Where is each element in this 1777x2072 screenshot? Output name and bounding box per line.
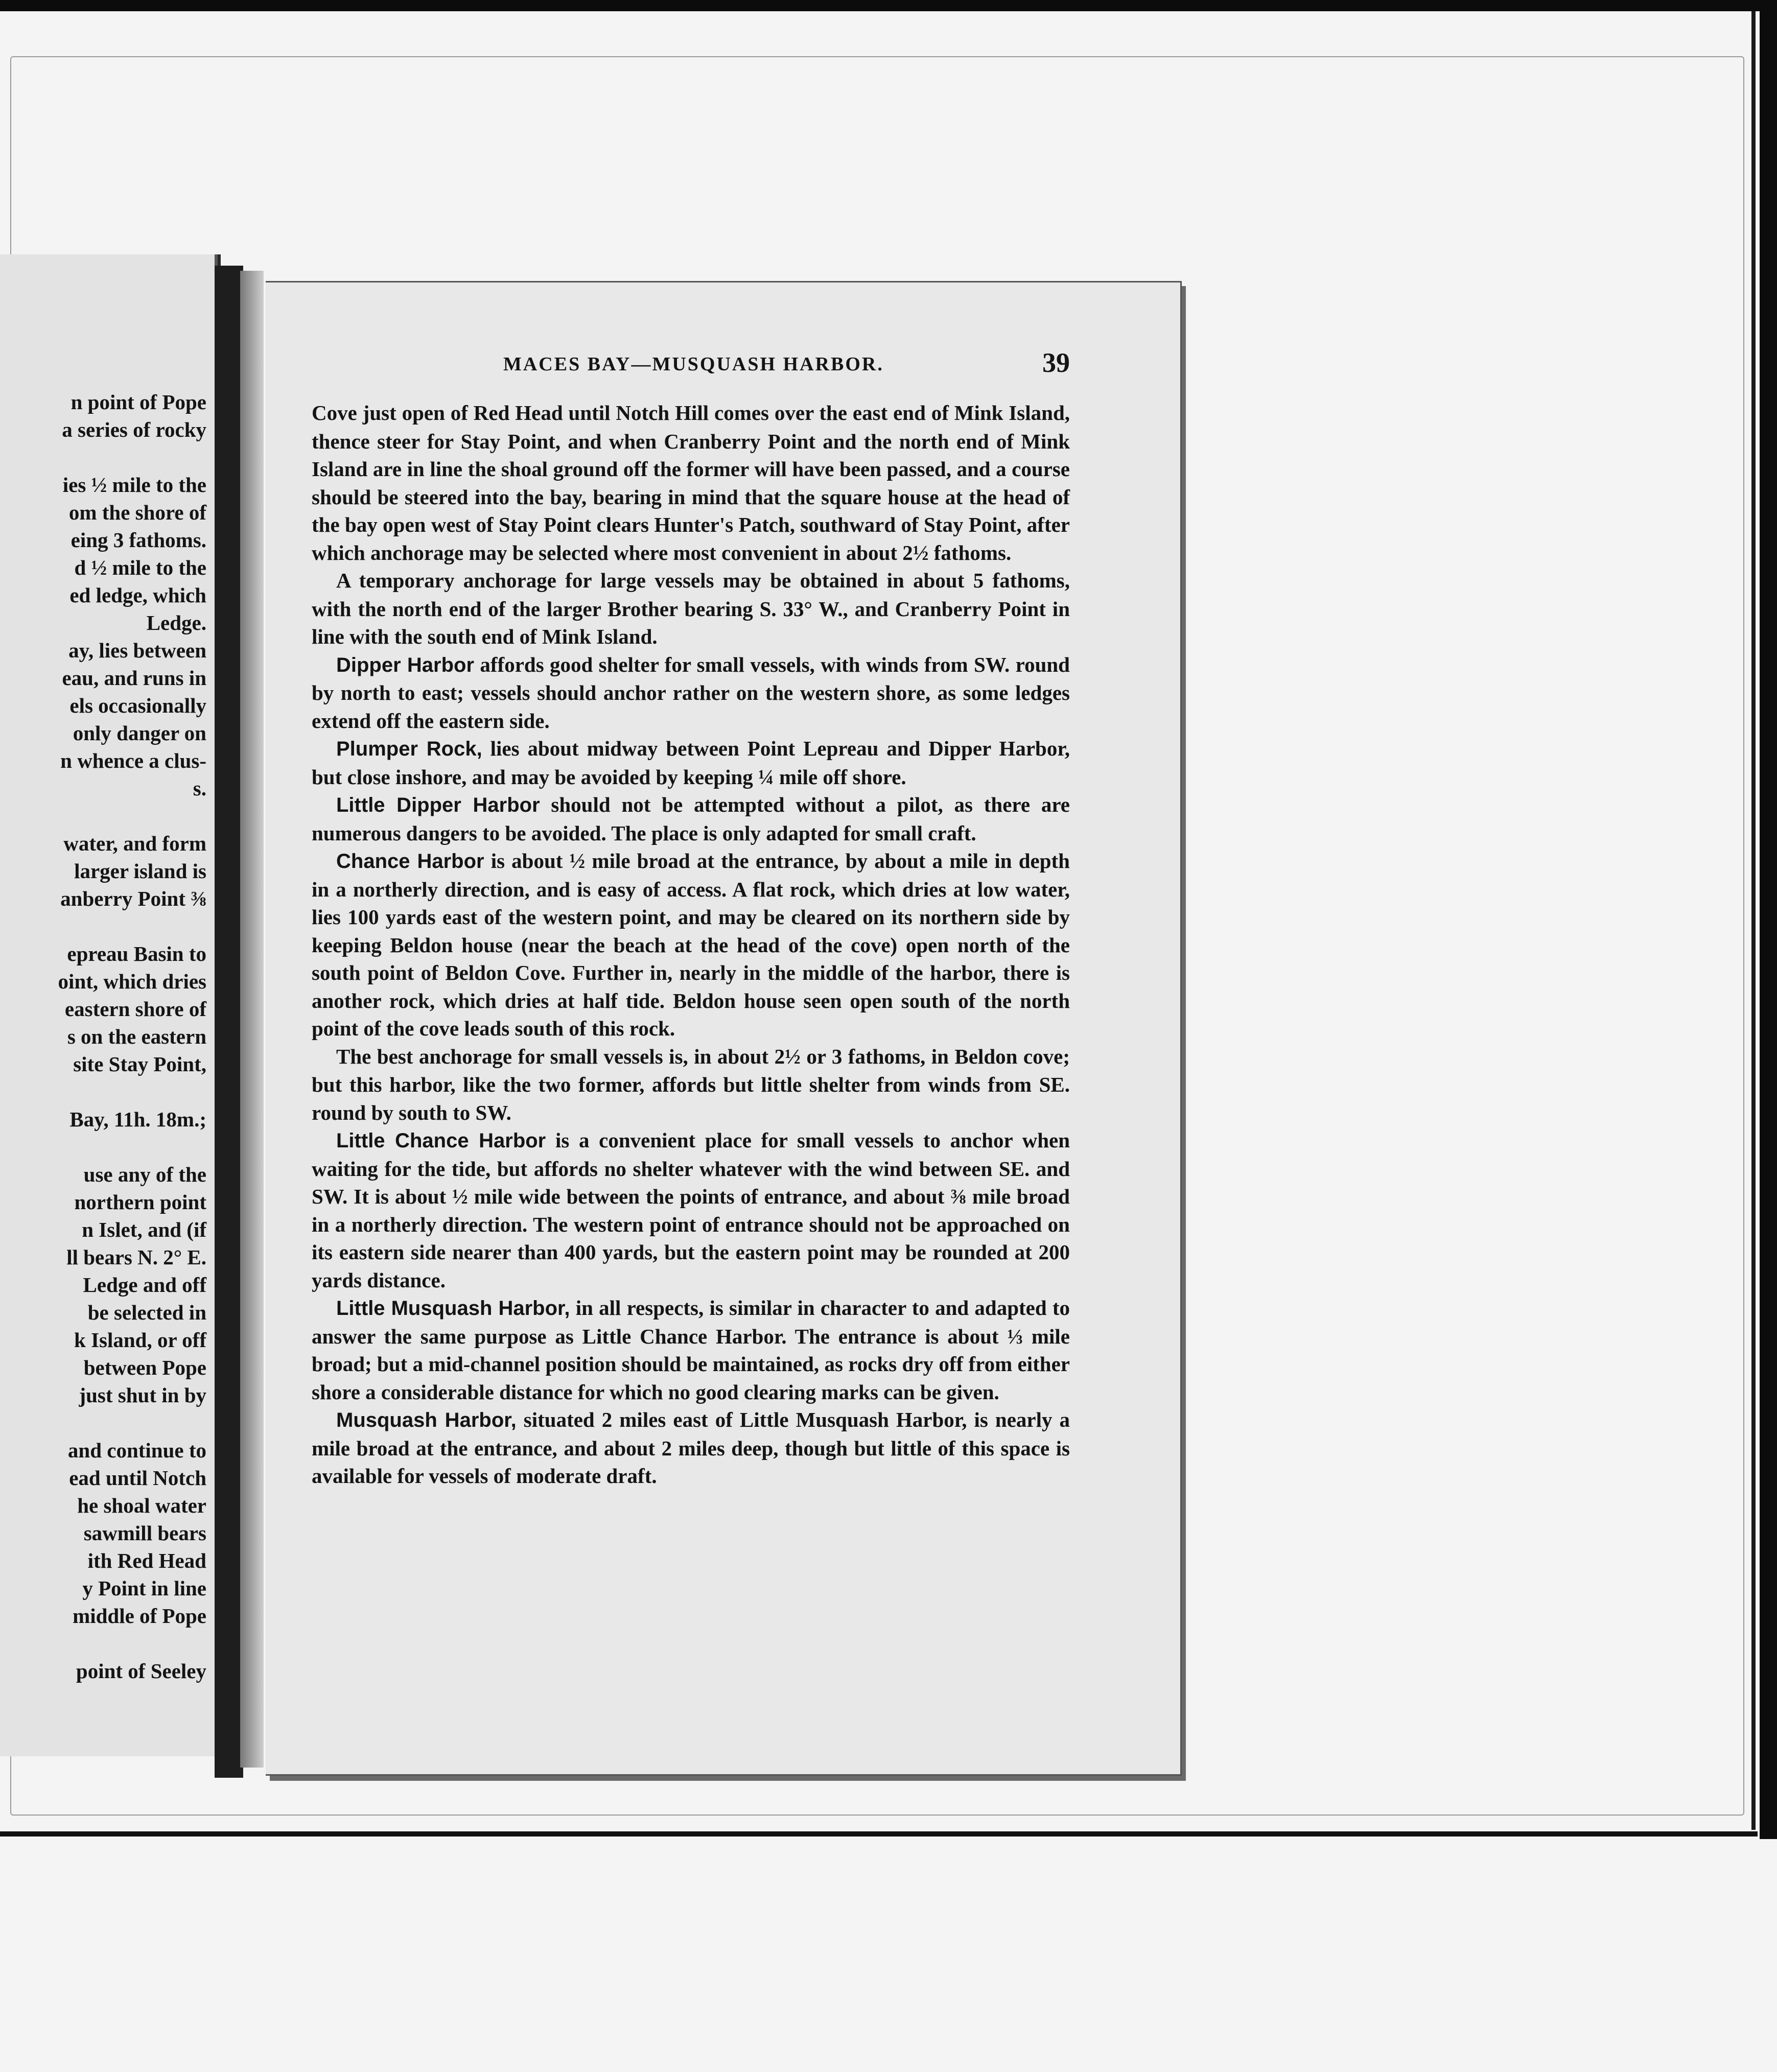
paragraph-text: affords good shelter for small vessels, with winds from SW. round by north to east; vessels should anchor rather on the western shore, as some ledges extend off the eastern side. (312, 652, 1070, 733)
page-header (266, 347, 1180, 384)
paragraph (312, 847, 1070, 1043)
left-page-line: y Point in line (82, 1576, 206, 1600)
paragraph (312, 399, 1070, 567)
paragraph-lead: Little Dipper Harbor (336, 794, 540, 816)
left-page-line: sawmill bears (83, 1521, 206, 1545)
left-page-line: ead until Notch (69, 1466, 206, 1490)
paragraph (312, 735, 1070, 791)
paragraph-text: lies about midway between Point Lepreau and Dipper Harbor, but close inshore, and may be avoided by keeping ¼ mile off shore. (312, 737, 1070, 789)
left-page (0, 254, 218, 1756)
paragraph-text: The best anchorage for small vessels is, in about 2½ or 3 fathoms, in Beldon cove; but this harbor, like the two former, affords but little shelter from winds from SE. round by south to SW. (312, 1044, 1070, 1124)
left-page-line: ay, lies between (68, 639, 206, 662)
left-page-line: ith Red Head (87, 1549, 206, 1572)
left-page-line: d ½ mile to the (74, 556, 206, 579)
left-page-line: epreau Basin to (67, 942, 206, 966)
paragraph-lead: Little Musquash Harbor, (336, 1297, 570, 1320)
paragraph (312, 567, 1070, 651)
left-page-line: eing 3 fathoms. (71, 528, 206, 552)
right-page (266, 281, 1182, 1776)
left-page-line: els occasionally (69, 694, 206, 717)
scan-edge-line (1751, 11, 1756, 1830)
left-page-line: water, and form (63, 832, 206, 855)
left-page-line: s on the eastern (67, 1025, 206, 1048)
left-page-line: use any of the (83, 1163, 206, 1186)
running-head: MACES BAY—MUSQUASH HARBOR. (503, 354, 884, 375)
scan-border-top (0, 0, 1777, 11)
left-page-line: be selected in (87, 1301, 206, 1324)
paragraph (312, 791, 1070, 847)
paragraph (312, 1126, 1070, 1294)
paragraph-text: Cove just open of Red Head until Notch Hill comes over the east end of Mink Island, thence steer for Stay Point, and when Cranberry Point and the north end of Mink Island are in line the shoal ground off the former will have been passed, and a course should be steered into the bay, bearing in mind that the square house at the head of the bay open west of Stay Point clears Hunter's Patch, southward of Stay Point, after which anchorage may be selected where most convenient in about 2½ fathoms. (312, 401, 1070, 564)
page-number: 39 (1042, 347, 1070, 378)
left-page-line: and continue to (67, 1439, 206, 1462)
left-page-line: anberry Point ⅜ (60, 887, 206, 910)
left-page-line: Ledge and off (83, 1273, 206, 1297)
paragraph-text: situated 2 miles east of Little Musquash Harbor, is nearly a mile broad at the entrance, and about 2 miles deep, though but little of this space is available for vessels of moderate draft. (312, 1408, 1070, 1488)
left-page-line: a series of rocky (62, 418, 206, 441)
spine-gutter (240, 271, 264, 1768)
left-page-line: he shoal water (77, 1494, 206, 1517)
left-page-line: n whence a clus- (60, 749, 206, 772)
scan-border-right (1760, 0, 1777, 1839)
left-page-line: k Island, or off (74, 1328, 206, 1352)
left-page-line: Bay, 11h. 18m.; (69, 1108, 206, 1131)
paragraph (312, 651, 1070, 735)
paragraph-text: is about ½ mile broad at the entrance, by about a mile in depth in a northerly direction, and is easy of access. A flat rock, which dries at low water, lies 100 yards east of the western point, and may be cleared on its northern side by keeping Beldon house (near the beach at the head of the cove) open north of the south point of Beldon Cove. Further in, nearly in the middle of the harbor, there is another rock, which dries at half tide. Beldon house seen open south of the north point of the cove leads south of this rock. (312, 849, 1070, 1040)
paragraph-text: is a convenient place for small vessels to anchor when waiting for the tide, but affords no shelter whatever with the wind between SE. and SW. It is about ½ mile wide between the points of entrance, and about ⅜ mile broad in a northerly direction. The western point of entrance should not be approached on its eastern side nearer than 400 yards, but the eastern point may be rounded at 200 yards distance. (312, 1128, 1070, 1292)
left-page-line: middle of Pope (73, 1604, 206, 1628)
paragraph (312, 1043, 1070, 1127)
left-page-line: between Pope (83, 1356, 206, 1379)
paragraph (312, 1406, 1070, 1490)
left-page-line: site Stay Point, (73, 1052, 206, 1076)
paragraph-lead: Little Chance Harbor (336, 1129, 546, 1152)
paragraph-text: in all respects, is similar in character to and adapted to answer the same purpose as Little Chance Harbor. The entrance is about ⅓ mile broad; but a mid-channel position should be maintained, as rocks dry off from either shore a considerable distance for which no good clearing marks can be given. (312, 1296, 1070, 1404)
left-page-line: northern point (74, 1190, 206, 1214)
paragraph-lead: Chance Harbor (336, 850, 484, 873)
left-page-line: n point of Pope (71, 390, 206, 414)
scan-bottom-line (0, 1831, 1758, 1836)
body-text (312, 399, 1070, 1490)
left-page-line: n Islet, and (if (82, 1218, 206, 1241)
left-page-line: ies ½ mile to the (62, 473, 206, 497)
left-page-line: s. (193, 776, 206, 800)
left-page-line: Ledge. (146, 611, 206, 634)
left-page-line: only danger on (73, 721, 206, 745)
paragraph-text: should not be attempted without a pilot, as there are numerous dangers to be avoided. The place is only adapted for small craft. (312, 793, 1070, 845)
left-page-line: ll bears N. 2° E. (66, 1245, 206, 1269)
paragraph-text: A temporary anchorage for large vessels may be obtained in about 5 fathoms, with the north end of the larger Brother bearing S. 33° W., and Cranberry Point in line with the south end of Mink Island. (312, 569, 1070, 648)
left-page-line: larger island is (74, 859, 206, 883)
left-page-line: oint, which dries (58, 970, 206, 993)
left-page-line: just shut in by (79, 1383, 206, 1407)
left-page-line: om the shore of (68, 501, 206, 524)
paragraph-lead: Plumper Rock, (336, 738, 482, 760)
paragraph-lead: Dipper Harbor (336, 653, 475, 676)
left-page-line: point of Seeley (76, 1659, 206, 1683)
left-page-line: eastern shore of (64, 997, 206, 1021)
paragraph (312, 1294, 1070, 1406)
book-spine (215, 266, 243, 1778)
left-page-line: eau, and runs in (62, 666, 206, 690)
paragraph-lead: Musquash Harbor, (336, 1409, 517, 1431)
left-page-line: ed ledge, which (69, 583, 206, 607)
